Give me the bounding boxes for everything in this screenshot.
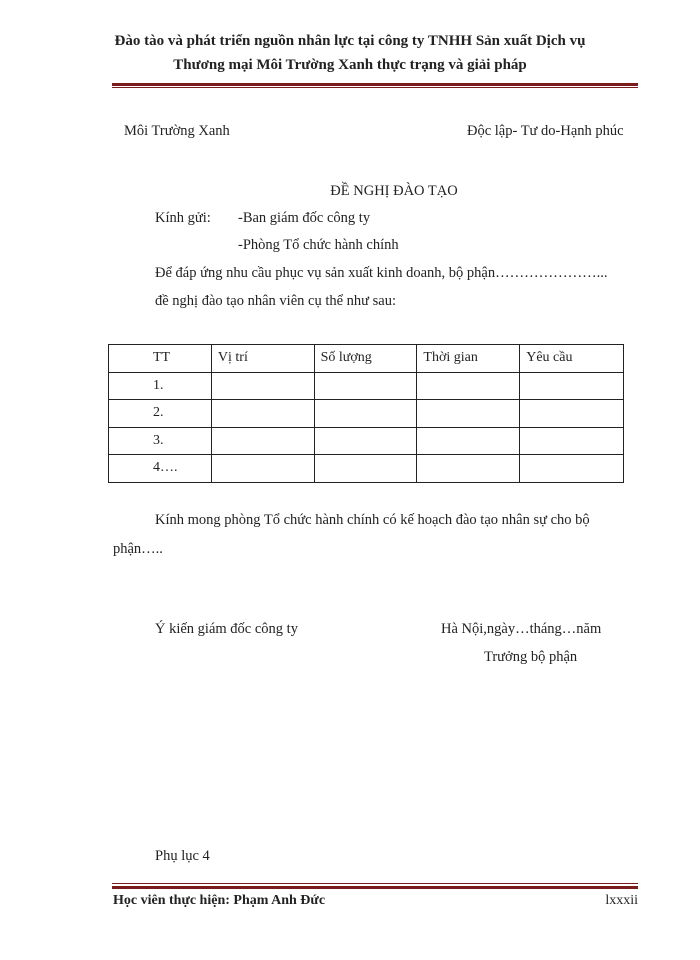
cell-requirements[interactable] bbox=[520, 400, 624, 428]
cell-requirements[interactable] bbox=[520, 455, 624, 483]
request-line-2: phận….. bbox=[113, 541, 163, 557]
cell-requirements[interactable] bbox=[520, 372, 624, 400]
row-number: 4…. bbox=[109, 455, 212, 483]
footer-page-number: lxxxii bbox=[605, 893, 638, 908]
header-requirements: Yêu cầu bbox=[520, 345, 624, 373]
footer-rule-thin bbox=[112, 883, 638, 884]
cell-position[interactable] bbox=[211, 427, 314, 455]
intro-line-1: Để đáp ứng nhu cầu phục vụ sản xuất kinh doanh, bộ phận…………………... bbox=[155, 265, 608, 281]
appendix-label: Phụ lục 4 bbox=[155, 848, 210, 864]
cell-position[interactable] bbox=[211, 372, 314, 400]
cell-requirements[interactable] bbox=[520, 427, 624, 455]
row-number: 3. bbox=[109, 427, 212, 455]
form-title: ĐỀ NGHỊ ĐÀO TẠO bbox=[330, 183, 458, 199]
company-name: Môi Trường Xanh bbox=[124, 123, 230, 139]
request-line-1: Kính mong phòng Tổ chức hành chính có kế hoạch đào tạo nhân sự cho bộ bbox=[155, 512, 590, 528]
table-row bbox=[109, 372, 624, 400]
header-time: Thời gian bbox=[417, 345, 520, 373]
recipient-label: Kính gửi: bbox=[155, 210, 211, 226]
cell-time[interactable] bbox=[417, 455, 520, 483]
table-row bbox=[109, 400, 624, 428]
cell-time[interactable] bbox=[417, 372, 520, 400]
recipient-admin-dept: -Phòng Tổ chức hành chính bbox=[238, 237, 399, 253]
table-header-row bbox=[109, 345, 624, 373]
header-rule-thick bbox=[112, 83, 638, 86]
cell-position[interactable] bbox=[211, 400, 314, 428]
footer-author: Học viên thực hiện: Phạm Anh Đức bbox=[113, 893, 326, 908]
header-title-line1: Đào tào và phát triển nguồn nhân lực tại công ty TNHH Sản xuất Dịch vụ bbox=[114, 33, 586, 49]
cell-quantity[interactable] bbox=[314, 372, 417, 400]
cell-quantity[interactable] bbox=[314, 455, 417, 483]
national-motto: Độc lập- Tư do-Hạnh phúc bbox=[467, 123, 624, 139]
cell-time[interactable] bbox=[417, 427, 520, 455]
table-row bbox=[109, 455, 624, 483]
header-quantity: Số lượng bbox=[314, 345, 417, 373]
cell-time[interactable] bbox=[417, 400, 520, 428]
footer-rule-thick bbox=[112, 886, 638, 889]
cell-position[interactable] bbox=[211, 455, 314, 483]
cell-quantity[interactable] bbox=[314, 400, 417, 428]
row-number: 2. bbox=[109, 400, 212, 428]
header-title-line2: Thương mại Môi Trường Xanh thực trạng và giải pháp bbox=[173, 57, 527, 73]
training-request-table bbox=[108, 344, 624, 483]
recipient-board: -Ban giám đốc công ty bbox=[238, 210, 371, 226]
row-number: 1. bbox=[109, 372, 212, 400]
header-rule-thin bbox=[112, 87, 638, 88]
table-row bbox=[109, 427, 624, 455]
dept-head-label: Trưởng bộ phận bbox=[484, 649, 578, 665]
cell-quantity[interactable] bbox=[314, 427, 417, 455]
director-opinion-label: Ý kiến giám đốc công ty bbox=[155, 621, 298, 637]
header-tt: TT bbox=[109, 345, 212, 373]
place-date-line: Hà Nội,ngày…tháng…năm bbox=[441, 621, 602, 637]
header-position: Vị trí bbox=[211, 345, 314, 373]
intro-line-2: đề nghị đào tạo nhân viên cụ thể như sau: bbox=[155, 293, 397, 309]
